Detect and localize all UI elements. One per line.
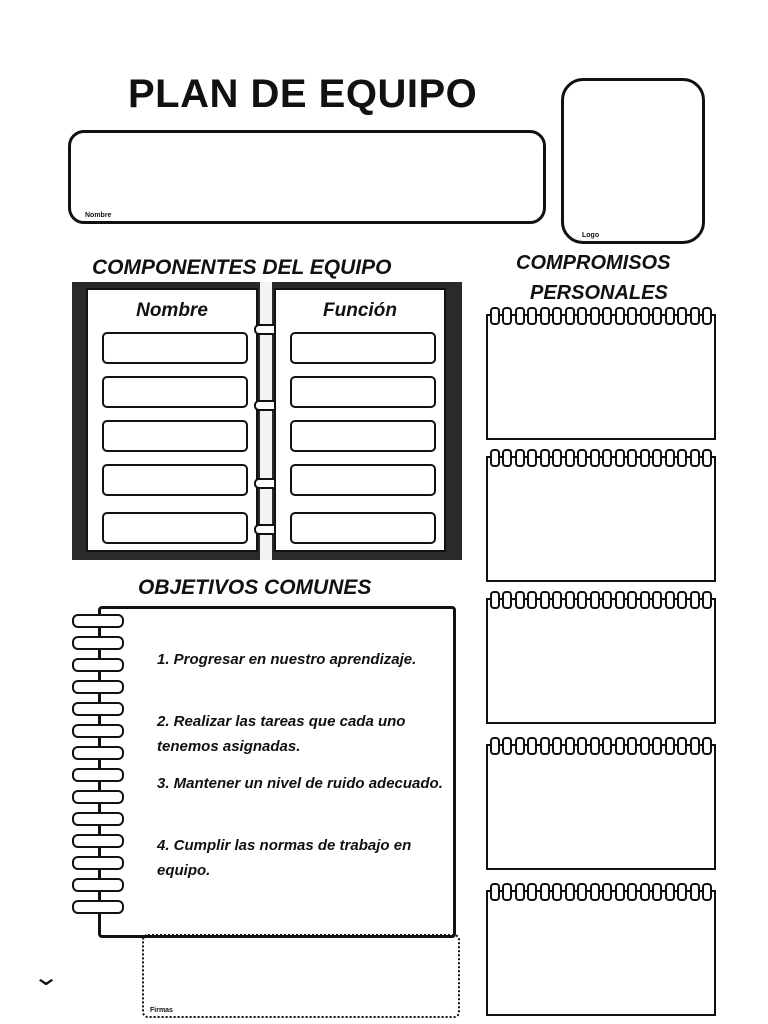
commitment-pad[interactable] bbox=[486, 890, 716, 1016]
pad-ring bbox=[627, 449, 637, 467]
pad-ring bbox=[677, 591, 687, 609]
pad-ring bbox=[615, 883, 625, 901]
pad-ring bbox=[515, 883, 525, 901]
pad-ring bbox=[690, 883, 700, 901]
pad-ring bbox=[690, 737, 700, 755]
spiral-coil bbox=[72, 856, 124, 870]
pad-ring bbox=[565, 883, 575, 901]
pad-ring bbox=[602, 591, 612, 609]
pad-ring bbox=[640, 307, 650, 325]
pad-ring bbox=[552, 449, 562, 467]
spiral-coil bbox=[72, 812, 124, 826]
pad-ring bbox=[590, 737, 600, 755]
pad-ring bbox=[652, 307, 662, 325]
pad-ring bbox=[527, 591, 537, 609]
member-role-field[interactable] bbox=[290, 376, 436, 408]
commitment-pad[interactable] bbox=[486, 456, 716, 582]
signatures-label: Firmas bbox=[150, 1007, 173, 1014]
spiral-coil bbox=[72, 878, 124, 892]
pad-ring bbox=[602, 307, 612, 325]
spiral-coil bbox=[72, 900, 124, 914]
pad-ring bbox=[540, 591, 550, 609]
binder-spine bbox=[260, 282, 272, 560]
pad-ring bbox=[540, 737, 550, 755]
pad-ring bbox=[627, 591, 637, 609]
pad-ring bbox=[552, 307, 562, 325]
pad-ring bbox=[702, 449, 712, 467]
pad-ring bbox=[552, 737, 562, 755]
commitments-title-line1: COMPROMISOS bbox=[516, 252, 671, 274]
pad-ring bbox=[565, 591, 575, 609]
pad-ring bbox=[615, 737, 625, 755]
member-name-field[interactable] bbox=[102, 420, 248, 452]
pad-ring bbox=[602, 449, 612, 467]
pad-ring bbox=[577, 307, 587, 325]
pad-ring bbox=[565, 307, 575, 325]
logo-box[interactable] bbox=[561, 78, 705, 244]
pad-ring bbox=[565, 449, 575, 467]
pad-ring bbox=[490, 591, 500, 609]
objective-item: 3. Mantener un nivel de ruido adecuado. bbox=[157, 775, 443, 792]
pad-rings bbox=[490, 307, 712, 325]
pad-ring bbox=[577, 737, 587, 755]
pad-ring bbox=[652, 591, 662, 609]
pad-ring bbox=[490, 449, 500, 467]
pad-ring bbox=[490, 737, 500, 755]
pad-ring bbox=[677, 449, 687, 467]
pad-ring bbox=[677, 883, 687, 901]
pad-rings bbox=[490, 883, 712, 901]
pad-ring bbox=[515, 591, 525, 609]
member-name-field[interactable] bbox=[102, 376, 248, 408]
pad-ring bbox=[502, 883, 512, 901]
chevron-down-icon: ⌄ bbox=[31, 964, 61, 991]
pad-ring bbox=[590, 449, 600, 467]
pad-ring bbox=[490, 307, 500, 325]
pad-ring bbox=[652, 449, 662, 467]
pad-ring bbox=[615, 307, 625, 325]
pad-ring bbox=[677, 737, 687, 755]
signatures-box[interactable] bbox=[142, 934, 460, 1018]
pad-ring bbox=[540, 883, 550, 901]
pad-ring bbox=[590, 307, 600, 325]
pad-rings bbox=[490, 449, 712, 467]
name-column-header: Nombre bbox=[136, 300, 208, 321]
pad-ring bbox=[502, 591, 512, 609]
pad-ring bbox=[640, 737, 650, 755]
pad-ring bbox=[502, 307, 512, 325]
pad-ring bbox=[627, 307, 637, 325]
pad-ring bbox=[590, 883, 600, 901]
member-name-field[interactable] bbox=[102, 512, 248, 544]
objectives-notebook bbox=[98, 606, 456, 938]
pad-ring bbox=[640, 591, 650, 609]
objective-item: 1. Progresar en nuestro aprendizaje. bbox=[157, 651, 417, 668]
pad-ring bbox=[577, 591, 587, 609]
name-field-label: Nombre bbox=[85, 212, 112, 219]
team-name-box[interactable] bbox=[68, 130, 546, 224]
commitment-pad[interactable] bbox=[486, 598, 716, 724]
spiral-coil bbox=[72, 658, 124, 672]
pad-ring bbox=[527, 449, 537, 467]
binder-page-right bbox=[274, 288, 446, 552]
member-role-field[interactable] bbox=[290, 464, 436, 496]
pad-ring bbox=[565, 737, 575, 755]
commitment-pad[interactable] bbox=[486, 744, 716, 870]
pad-ring bbox=[677, 307, 687, 325]
spiral-coil bbox=[72, 614, 124, 628]
pad-ring bbox=[502, 737, 512, 755]
logo-field-label: Logo bbox=[582, 232, 600, 239]
pad-ring bbox=[690, 307, 700, 325]
objective-item: 4. Cumplir las normas de trabajo en equipo. bbox=[157, 837, 412, 879]
page-title: PLAN DE EQUIPO bbox=[128, 72, 478, 116]
member-name-field[interactable] bbox=[102, 464, 248, 496]
pad-ring bbox=[665, 883, 675, 901]
member-role-field[interactable] bbox=[290, 512, 436, 544]
pad-ring bbox=[515, 449, 525, 467]
pad-ring bbox=[627, 883, 637, 901]
pad-ring bbox=[490, 883, 500, 901]
pad-rings bbox=[490, 737, 712, 755]
team-section-title: COMPONENTES DEL EQUIPO bbox=[92, 256, 392, 279]
pad-ring bbox=[640, 449, 650, 467]
pad-ring bbox=[515, 737, 525, 755]
pad-ring bbox=[577, 449, 587, 467]
pad-ring bbox=[515, 307, 525, 325]
pad-ring bbox=[702, 591, 712, 609]
pad-ring bbox=[615, 591, 625, 609]
spiral-coil bbox=[72, 680, 124, 694]
pad-ring bbox=[627, 737, 637, 755]
pad-ring bbox=[665, 591, 675, 609]
spiral-coil bbox=[72, 790, 124, 804]
pad-ring bbox=[540, 449, 550, 467]
pad-ring bbox=[652, 883, 662, 901]
spiral-coil bbox=[72, 768, 124, 782]
pad-ring bbox=[702, 307, 712, 325]
pad-ring bbox=[702, 737, 712, 755]
binder-page-left bbox=[86, 288, 258, 552]
team-binder bbox=[72, 282, 462, 560]
pad-ring bbox=[702, 883, 712, 901]
pad-ring bbox=[665, 307, 675, 325]
commitments-title-line2: PERSONALES bbox=[530, 282, 668, 304]
pad-ring bbox=[577, 883, 587, 901]
member-role-field[interactable] bbox=[290, 332, 436, 364]
pad-rings bbox=[490, 591, 712, 609]
objective-item: 2. Realizar las tareas que cada uno tenemos asignadas. bbox=[157, 713, 406, 755]
spiral-coil bbox=[72, 724, 124, 738]
pad-ring bbox=[665, 449, 675, 467]
pad-ring bbox=[540, 307, 550, 325]
pad-ring bbox=[652, 737, 662, 755]
pad-ring bbox=[640, 883, 650, 901]
pad-ring bbox=[690, 591, 700, 609]
pad-ring bbox=[602, 883, 612, 901]
pad-ring bbox=[502, 449, 512, 467]
member-role-field[interactable] bbox=[290, 420, 436, 452]
spiral-coil bbox=[72, 834, 124, 848]
objectives-section-title: OBJETIVOS COMUNES bbox=[138, 576, 372, 599]
role-column-header: Función bbox=[323, 300, 397, 321]
spiral-coil bbox=[72, 702, 124, 716]
commitment-pad[interactable] bbox=[486, 314, 716, 440]
pad-ring bbox=[527, 307, 537, 325]
pad-ring bbox=[665, 737, 675, 755]
pad-ring bbox=[615, 449, 625, 467]
pad-ring bbox=[552, 591, 562, 609]
pad-ring bbox=[527, 737, 537, 755]
spiral-coil bbox=[72, 746, 124, 760]
member-name-field[interactable] bbox=[102, 332, 248, 364]
pad-ring bbox=[590, 591, 600, 609]
pad-ring bbox=[527, 883, 537, 901]
pad-ring bbox=[552, 883, 562, 901]
spiral-coil bbox=[72, 636, 124, 650]
pad-ring bbox=[602, 737, 612, 755]
pad-ring bbox=[690, 449, 700, 467]
